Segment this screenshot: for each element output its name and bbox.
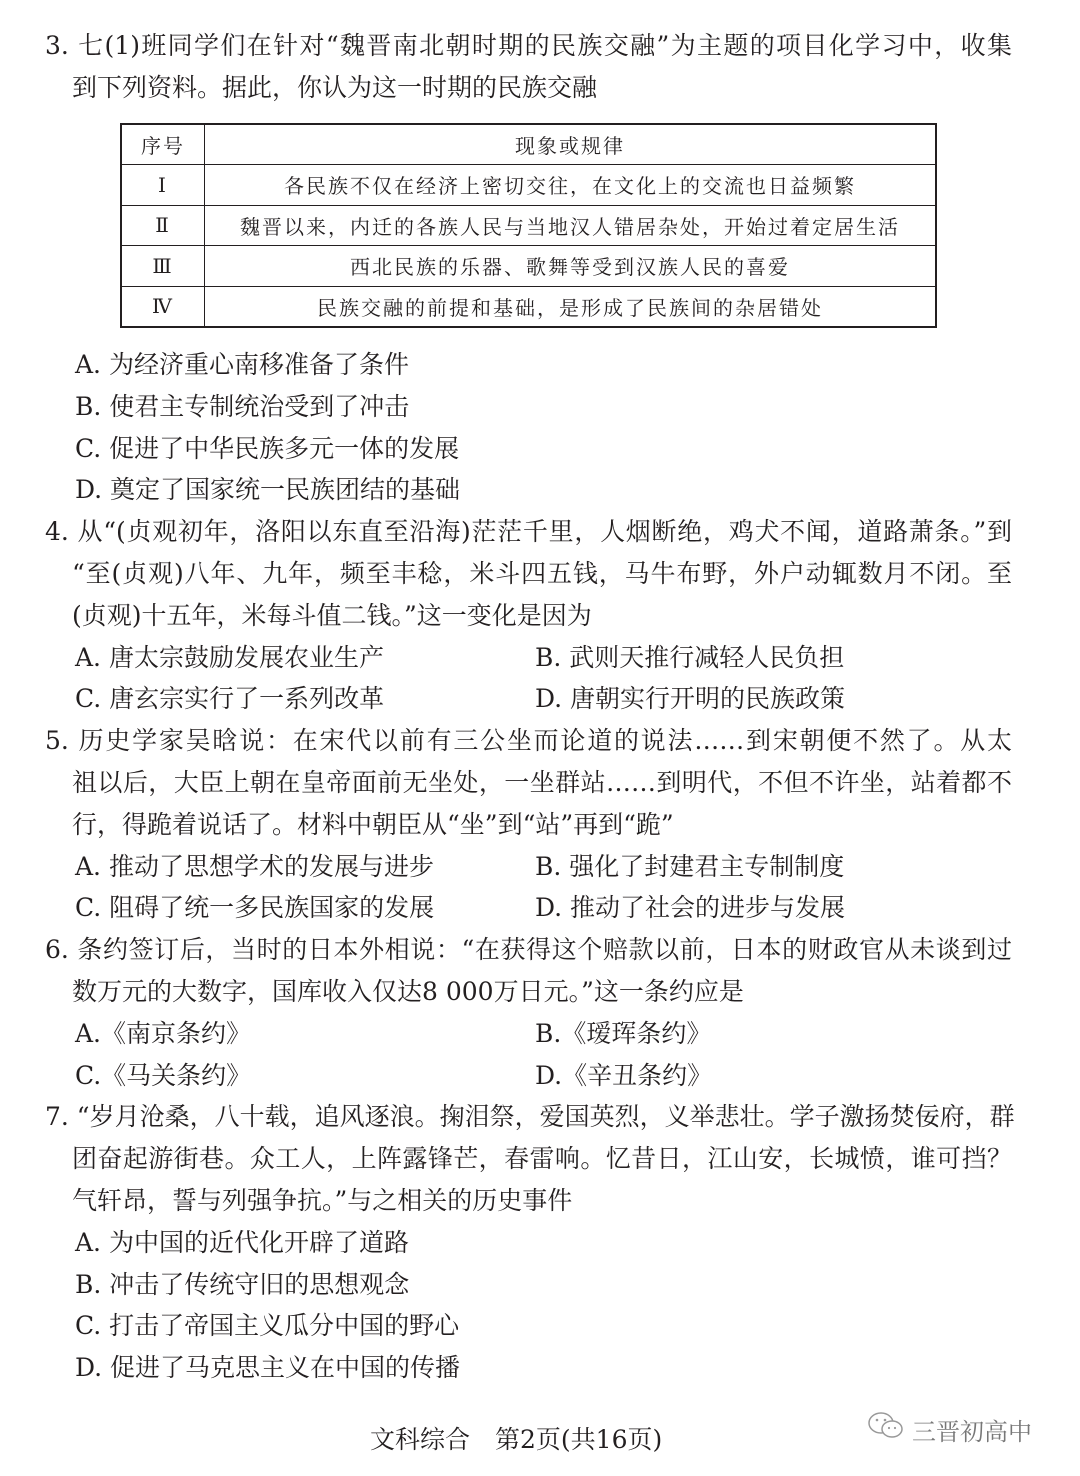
table-row: Ⅰ 各民族不仅在经济上密切交往，在文化上的交流也日益频繁: [121, 165, 936, 206]
wechat-icon: [866, 1410, 906, 1448]
question-5-line: 行，得跪着说话了。材料中朝臣从“坐”到“站”再到“跪”: [72, 809, 674, 839]
option: B.《瑷珲条约》: [535, 1018, 712, 1048]
option: A. 唐太宗鼓励发展农业生产: [75, 642, 384, 672]
table-header: 序号 现象或规律: [121, 124, 936, 165]
question-5-line: 5. 历史学家吴晗说：在宋代以前有三公坐而论道的说法……到宋朝便不然了。从太: [45, 726, 1012, 756]
table-row: Ⅲ 西北民族的乐器、歌舞等受到汉族人民的喜爱: [121, 246, 936, 287]
option-row: [0, 1055, 1080, 1097]
question-6-line: 数万元的大数字，国库收入仅达8 000万日元。”这一条约应是: [72, 977, 744, 1007]
option: A. 为经济重心南移准备了条件: [75, 350, 409, 380]
page-footer: 文科综合 第2页(共16页): [370, 1425, 663, 1454]
option: C. 打击了帝国主义瓜分中国的野心: [75, 1311, 460, 1341]
option: D.《辛丑条约》: [535, 1060, 713, 1090]
question-4-line: “至(贞观)八年、九年，频至丰稔，米斗四五钱，马牛布野，外户动辄数月不闭。至: [72, 559, 1012, 589]
option-row: [0, 637, 1080, 679]
option: B. 武则天推行减轻人民负担: [535, 642, 845, 672]
option: A. 为中国的近代化开辟了道路: [75, 1227, 409, 1257]
option: A. 推动了思想学术的发展与进步: [75, 851, 434, 881]
option-row: [0, 678, 1080, 720]
option: C. 阻碍了统一多民族国家的发展: [75, 893, 435, 923]
question-4-line: 4. 从“(贞观初年，洛阳以东直至沿海)茫茫千里，人烟断绝，鸡犬不闻，道路萧条。”到: [45, 517, 1012, 547]
option-row: [0, 887, 1080, 929]
option: D. 奠定了国家统一民族团结的基础: [75, 475, 461, 505]
data-table: [120, 123, 937, 329]
question-4-line: (贞观)十五年，米每斗值二钱。”这一变化是因为: [72, 600, 592, 630]
question-7-line: 气轩昂，誓与列强争抗。”与之相关的历史事件: [72, 1186, 573, 1216]
question-6-line: 6. 条约签订后，当时的日本外相说：“在获得这个赔款以前，日本的财政官从未谈到过: [45, 935, 1012, 965]
question-3-line: 3. 七(1)班同学们在针对“魏晋南北朝时期的民族交融”为主题的项目化学习中，收集: [45, 31, 1012, 60]
option: A.《南京条约》: [75, 1018, 252, 1048]
option: B. 冲击了传统守旧的思想观念: [75, 1269, 410, 1299]
option: D. 唐朝实行开明的民族政策: [535, 684, 846, 714]
question-7-line: 团奋起游街巷。众工人，上阵露锋芒，春雷响。忆昔日，江山安，长城愤，谁可挡？: [72, 1144, 1012, 1174]
option-row: [0, 846, 1080, 888]
question-7-line: 7. “岁月沧桑，八十载，追风逐浪。掬泪祭，爱国英烈，义举悲壮。学子激扬焚佞府，群: [45, 1102, 1015, 1132]
option: D. 推动了社会的进步与发展: [535, 893, 846, 923]
table-row: Ⅱ 魏晋以来，内迁的各族人民与当地汉人错居杂处，开始过着定居生活: [121, 205, 936, 246]
option: C. 唐玄宗实行了一系列改革: [75, 684, 385, 714]
option: C. 促进了中华民族多元一体的发展: [75, 433, 460, 463]
question-5-line: 祖以后，大臣上朝在皇帝面前无坐处，一坐群站……到明代，不但不许坐，站着都不: [72, 768, 1012, 798]
table-row: Ⅳ 民族交融的前提和基础，是形成了民族间的杂居错处: [121, 286, 936, 327]
option: D. 促进了马克思主义在中国的传播: [75, 1353, 461, 1383]
option: B. 强化了封建君主专制制度: [535, 851, 845, 881]
exam-page: [0, 25, 1080, 1389]
option-row: [0, 1013, 1080, 1055]
watermark: 三晋初高中: [866, 1410, 1032, 1448]
option: B. 使君主专制统治受到了冲击: [75, 391, 410, 421]
question-3-line: 到下列资料。据此，你认为这一时期的民族交融: [72, 72, 598, 102]
option: C.《马关条约》: [75, 1060, 252, 1090]
